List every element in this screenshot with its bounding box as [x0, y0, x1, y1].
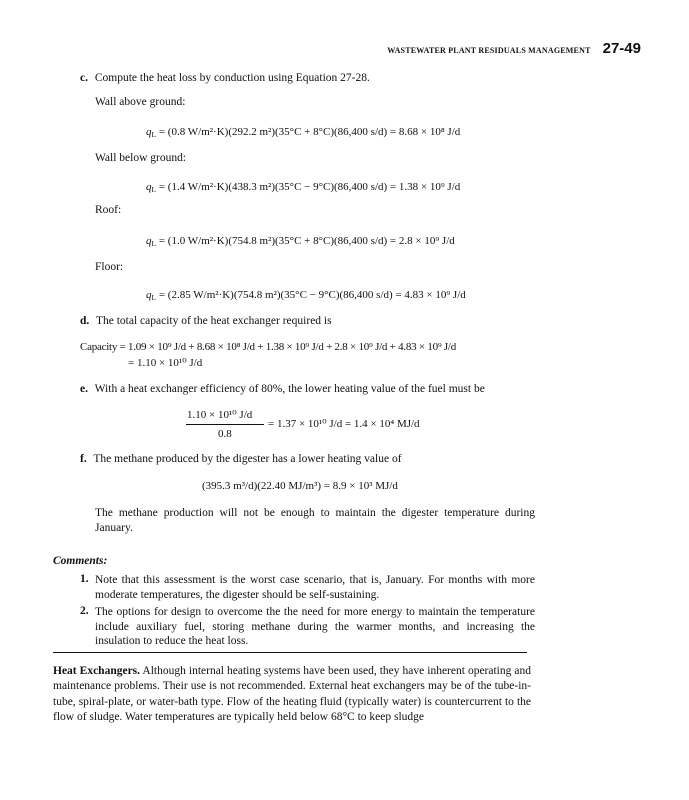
comments-heading: Comments:: [53, 555, 108, 567]
wall-below-label: Wall below ground:: [95, 152, 187, 164]
comment-2-number: 2.: [80, 605, 89, 617]
equation-wall-below: [146, 180, 460, 194]
equation-wall-above-rhs: = (0.8 W/m²·K)(292.2 m²)(35°C + 8°C)(86,400 s/d) = 8.68 × 10⁸ J/d: [158, 126, 461, 138]
equation-roof: [146, 234, 455, 248]
methane-equation: (395.3 m³/d)(22.40 MJ/m³) = 8.9 × 10³ MJ/d: [202, 480, 398, 492]
equation-wall-below-rhs: = (1.4 W/m²·K)(438.3 m²)(35°C − 9°C)(86,400 s/d) = 1.38 × 10⁹ J/d: [158, 181, 461, 193]
step-c: [80, 71, 370, 85]
wall-above-label: Wall above ground:: [95, 96, 186, 108]
fuel-heating-value-result: = 1.37 × 10¹⁰ J/d = 1.4 × 10⁴ MJ/d: [268, 418, 420, 430]
equation-floor: [146, 288, 466, 302]
equation-floor-rhs: = (2.85 W/m²·K)(754.8 m²)(35°C − 9°C)(86,400 s/d) = 4.83 × 10⁹ J/d: [158, 289, 466, 301]
ql-subscript: L: [151, 130, 157, 139]
comment-1-text: Note that this assessment is the worst case scenario, that is, January. For months with more moderate temperatures, the digester should be self-sustaining.: [95, 574, 535, 601]
heat-exchangers-paragraph: [53, 664, 531, 725]
ql-symbol: q: [146, 181, 152, 193]
step-f: [80, 452, 402, 466]
fraction-numerator: 1.10 × 10¹⁰ J/d: [187, 409, 253, 421]
ql-symbol: q: [146, 289, 152, 301]
comment-1-number: 1.: [80, 573, 89, 585]
ql-subscript: L: [151, 239, 157, 248]
comment-2-text: The options for design to overcome the the need for more energy to maintain the temperature include auxiliary fuel, storing methane during the warmer months, and increasing the insulation to reduce the heat loss.: [95, 606, 535, 647]
ql-symbol: q: [146, 235, 152, 247]
equation-roof-rhs: = (1.0 W/m²·K)(754.8 m²)(35°C + 8°C)(86,400 s/d) = 2.8 × 10⁹ J/d: [158, 235, 455, 247]
section-divider: [53, 652, 527, 653]
ql-subscript: L: [151, 185, 157, 194]
ql-symbol: q: [146, 126, 152, 138]
methane-conclusion: The methane production will not be enough to maintain the digester temperature during January.: [95, 507, 535, 534]
step-f-label: f.: [80, 453, 87, 465]
step-e: [80, 382, 485, 396]
running-header: [387, 40, 641, 57]
step-c-text: Compute the heat loss by conduction using Equation 27-28.: [94, 72, 370, 84]
equation-wall-above: [146, 125, 460, 139]
page-number: 27-49: [602, 40, 641, 57]
step-e-label: e.: [80, 383, 88, 395]
ql-subscript: L: [151, 293, 157, 302]
fraction-denominator: 0.8: [218, 428, 232, 440]
step-d-text: The total capacity of the heat exchanger required is: [95, 315, 332, 327]
step-f-text: The methane produced by the digester has a lower heating value of: [93, 453, 402, 465]
running-title: WASTEWATER PLANT RESIDUALS MANAGEMENT: [387, 46, 591, 55]
capacity-equation-line2: = 1.10 × 10¹⁰ J/d: [128, 357, 203, 369]
step-e-text: With a heat exchanger efficiency of 80%, the lower heating value of the fuel must be: [94, 383, 485, 395]
roof-label: Roof:: [95, 204, 122, 216]
step-c-label: c.: [80, 72, 88, 84]
floor-label: Floor:: [95, 261, 124, 273]
heat-exchangers-text: Although internal heating systems have been used, they have inherent operating and maintenance problems. Their use is not recommended. External heat exchangers may be of the tube-in-tube, spiral-plate, or water-bath type. Flow of the heating fluid (typically water) is countercurrent to the flow of sludge. Water temperatures are typically held below 68°C to keep sludge: [53, 665, 531, 723]
heat-exchangers-heading: Heat Exchangers.: [53, 665, 141, 677]
capacity-equation-line1: Capacity = 1.09 × 10⁹ J/d + 8.68 × 10⁸ J/d + 1.38 × 10⁹ J/d + 2.8 × 10⁹ J/d + 4.83 × 10⁹ J/d: [80, 341, 456, 353]
fraction-bar: [186, 424, 264, 425]
step-d-label: d.: [80, 315, 90, 327]
step-d: [80, 314, 332, 328]
